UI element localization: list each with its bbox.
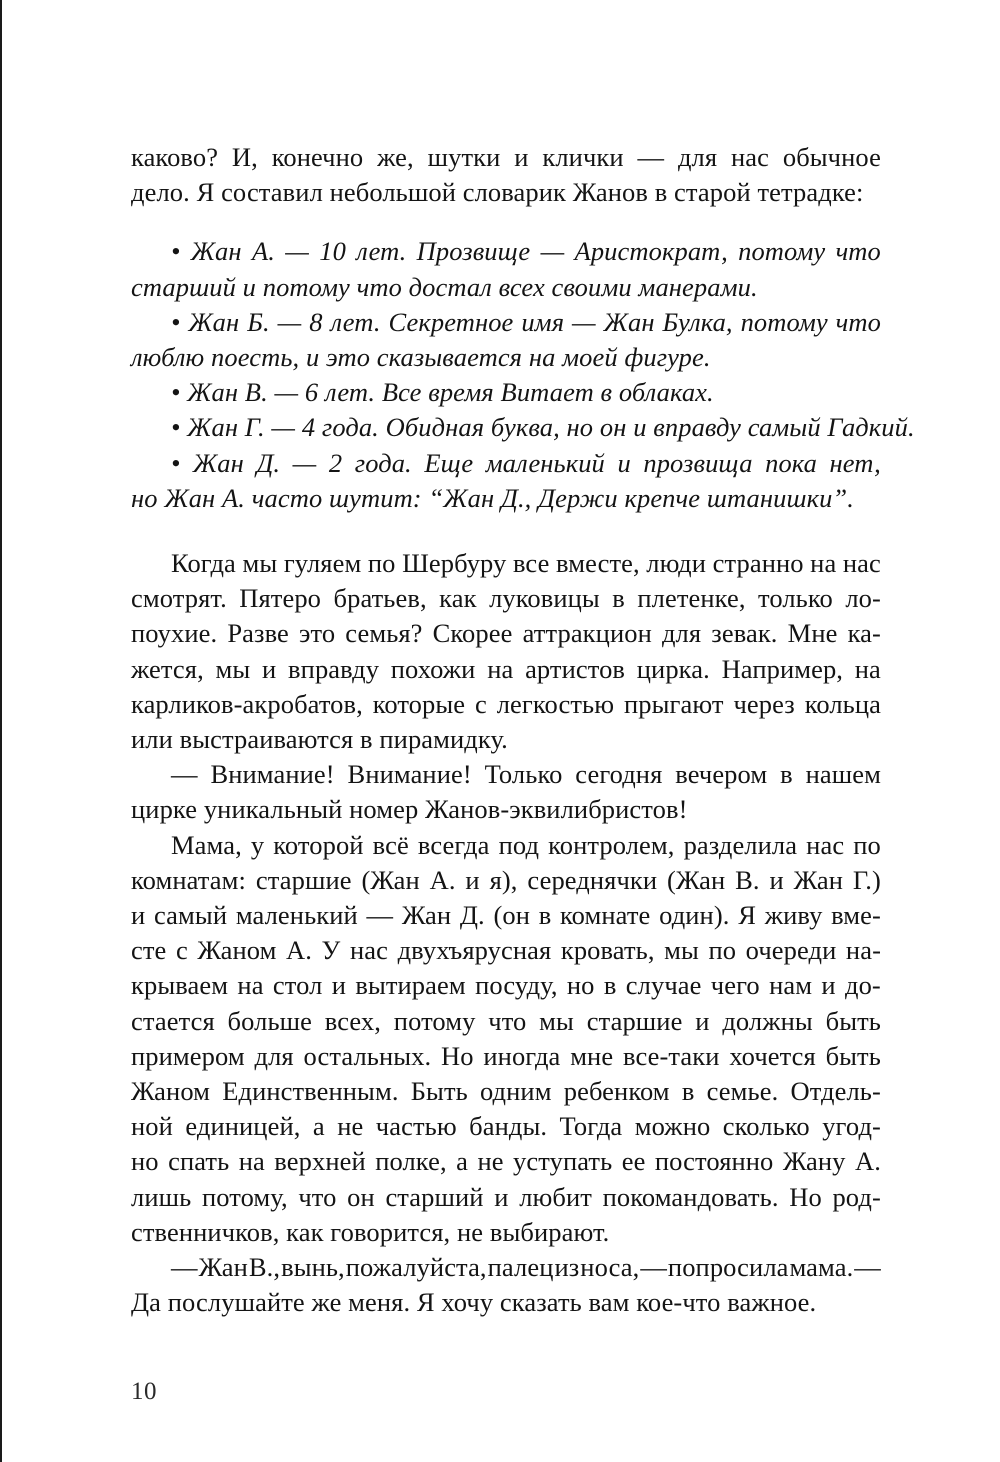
word: из: [554, 1252, 580, 1283]
word: и: [695, 1005, 710, 1036]
word: Жан: [793, 864, 843, 895]
word: и: [131, 900, 146, 931]
word: конечно: [271, 142, 364, 172]
word: мы: [215, 653, 251, 684]
word: 10: [319, 236, 346, 267]
word: и: [494, 1181, 509, 1212]
word: нам: [769, 970, 813, 1001]
word: Внимание!: [347, 759, 472, 790]
word: Шербуру: [402, 548, 507, 579]
word: клички: [542, 142, 624, 172]
word: всегда: [417, 829, 490, 860]
word: с: [475, 688, 487, 719]
word: ло-: [845, 583, 881, 614]
word: нас: [842, 548, 881, 579]
word: под: [498, 829, 540, 860]
text-line: [131, 1004, 881, 1039]
word: в: [780, 759, 793, 790]
word: в: [538, 900, 552, 931]
word: покомандовать.: [602, 1181, 779, 1212]
word: но: [566, 970, 595, 1001]
word: Например,: [721, 653, 844, 684]
text-line: [131, 687, 881, 722]
word: лет.: [356, 236, 407, 267]
list-item: [131, 234, 881, 304]
word: что: [488, 1005, 527, 1036]
word: по: [708, 935, 737, 966]
word: очереди: [745, 935, 837, 966]
word: что: [835, 236, 881, 267]
text-line: • Жан В. — 6 лет. Все время Витает в облаках.: [171, 377, 714, 408]
text-line: Да послушайте же меня. Я хочу сказать вам кое-что важное.: [131, 1287, 817, 1318]
word: у: [250, 829, 265, 860]
word: плетенке,: [637, 583, 746, 614]
word: нас: [349, 935, 388, 966]
word: угод-: [822, 1111, 881, 1142]
word: Д.: [459, 900, 485, 931]
word: (Жан: [667, 864, 726, 895]
word: хочется: [729, 1040, 816, 1071]
word: старший: [385, 1181, 484, 1212]
word: единицей,: [185, 1111, 301, 1142]
bullet-list: [131, 234, 915, 516]
word: Секретное: [388, 306, 514, 337]
word: же,: [377, 142, 414, 172]
word: —: [572, 306, 596, 337]
word: частью: [375, 1111, 457, 1142]
word: •: [171, 306, 181, 337]
word: по: [367, 548, 396, 579]
text-line: [131, 140, 881, 175]
paragraph-opening: [131, 140, 881, 210]
word: прозвища: [643, 447, 753, 478]
word: жется,: [131, 653, 204, 684]
word: Аристократ,: [574, 236, 728, 267]
word: потому: [393, 1005, 476, 1036]
word: случае: [625, 970, 702, 1001]
word: и: [514, 142, 529, 172]
word: на: [237, 970, 264, 1001]
text-line: [131, 968, 881, 1003]
word: луковицы: [489, 583, 600, 614]
word: (он: [493, 900, 531, 931]
word: 2: [328, 447, 343, 478]
word: А.: [429, 864, 456, 895]
word: на: [238, 1146, 265, 1177]
word: всё: [372, 829, 409, 860]
word: один).: [659, 900, 730, 931]
word: сте: [131, 935, 167, 966]
word: А.: [854, 1146, 881, 1177]
word: посуду,: [475, 970, 558, 1001]
word: А.: [251, 236, 275, 267]
word: похожи: [390, 653, 476, 684]
word: потому: [738, 236, 826, 267]
word: больше: [227, 1005, 312, 1036]
text-line: • Жан Г. — 4 года. Обидная буква, но он и вправду самый Гадкий.: [171, 412, 915, 443]
word: как: [439, 583, 477, 614]
word: Мне: [787, 618, 838, 649]
word: в: [681, 1076, 695, 1107]
word: —: [366, 900, 394, 931]
word: на: [810, 548, 837, 579]
text-line: [131, 616, 881, 651]
word: постоянно: [654, 1146, 774, 1177]
word: У: [321, 935, 341, 966]
word: Пятеро: [239, 583, 322, 614]
word: ребенком: [563, 1076, 670, 1107]
word: В.,: [248, 1252, 281, 1283]
word: что: [298, 1181, 337, 1212]
text-line: [131, 863, 881, 898]
word: крываем: [131, 970, 229, 1001]
word: на-: [845, 935, 881, 966]
word: на: [854, 653, 881, 684]
word: нас: [806, 829, 845, 860]
paragraph-cherbourg: [131, 546, 881, 757]
word: нет,: [829, 447, 881, 478]
word: ее: [621, 1146, 646, 1177]
text-line: [131, 652, 881, 687]
word: В.: [735, 864, 760, 895]
text-line: [131, 1144, 881, 1179]
word: а: [456, 1146, 469, 1177]
word: карликов-акробатов,: [131, 688, 363, 719]
text-line: [131, 305, 881, 340]
word: —: [637, 142, 665, 172]
word: ной: [131, 1111, 173, 1142]
word: братьев,: [333, 583, 427, 614]
text-line: [131, 1039, 881, 1074]
word: Жан: [190, 236, 242, 267]
word: и: [331, 970, 347, 1001]
word: и: [769, 864, 784, 895]
word: Внимание!: [210, 759, 335, 790]
word: пока: [765, 447, 817, 478]
word: Еще: [424, 447, 474, 478]
word: Жаном: [197, 935, 277, 966]
word: стол: [272, 970, 323, 1001]
word: Жаном: [131, 1076, 211, 1107]
word: но: [131, 1146, 159, 1177]
list-item: [131, 446, 881, 516]
word: Б.: [247, 306, 270, 337]
word: аттракцион: [522, 618, 652, 649]
word: Отдель-: [790, 1076, 881, 1107]
word: Но: [441, 1040, 474, 1071]
word: вытираем: [355, 970, 466, 1001]
text-line: [131, 1074, 881, 1109]
text-line: [131, 1250, 881, 1285]
word: Жан: [188, 306, 240, 337]
word: Жан: [603, 306, 655, 337]
word: потому,: [201, 1181, 288, 1212]
text-line: дело. Я составил небольшой словарик Жанов в старой тетрадке:: [131, 177, 864, 208]
text-line: [131, 446, 881, 481]
word: Г.): [852, 864, 881, 895]
word: —: [171, 1252, 198, 1283]
word: Жан: [198, 1252, 248, 1283]
word: имя: [521, 306, 565, 337]
word: года.: [354, 447, 412, 478]
word: контролем,: [548, 829, 675, 860]
word: вечером: [675, 759, 768, 790]
word: кольца: [804, 688, 881, 719]
list-item: [131, 410, 915, 445]
word: стается: [131, 1005, 215, 1036]
word: разделила: [683, 829, 798, 860]
word: Скорее: [432, 618, 513, 649]
word: Тогда: [559, 1111, 623, 1142]
word: вме-: [831, 900, 881, 931]
word: мы: [242, 548, 278, 579]
word: сколько: [722, 1111, 810, 1142]
word: Прозвище: [416, 236, 531, 267]
word: —: [171, 759, 198, 790]
word: не: [337, 1111, 364, 1142]
word: смотрят.: [131, 583, 227, 614]
word: лишь: [131, 1181, 192, 1212]
word: что: [835, 306, 881, 337]
text-line: [131, 898, 881, 933]
word: —: [640, 1252, 667, 1283]
word: самый: [154, 900, 228, 931]
word: и: [821, 970, 836, 1001]
paragraph-announcement: [131, 757, 881, 827]
word: а: [312, 1111, 325, 1142]
word: старшие: [586, 1005, 683, 1036]
word: быть: [825, 1005, 881, 1036]
text-line: [131, 581, 881, 616]
word: Но: [789, 1181, 822, 1212]
spacer: [131, 516, 881, 546]
word: Жану: [782, 1146, 846, 1177]
word: маленький: [485, 447, 605, 478]
word: всех,: [324, 1005, 382, 1036]
word: двухъярусная: [397, 935, 552, 966]
word: комнате: [560, 900, 651, 931]
text-line: цирке уникальный номер Жанов-эквилибристов!: [131, 794, 688, 825]
word: обычное: [782, 142, 881, 172]
word: живу: [764, 900, 823, 931]
text-line: [131, 757, 881, 792]
word: шутки: [427, 142, 501, 172]
word: для: [254, 1040, 294, 1071]
word: иногда: [483, 1040, 561, 1071]
word: мы: [539, 1005, 574, 1036]
word: вынь,: [281, 1252, 345, 1283]
word: все-таки: [622, 1040, 720, 1071]
paragraph-dialogue: [131, 1250, 881, 1320]
text-line: или выстраиваются в пирамидку.: [131, 724, 508, 755]
word: —: [540, 236, 565, 267]
word: до-: [845, 970, 881, 1001]
word: для: [661, 618, 702, 649]
word: чего: [710, 970, 760, 1001]
word: должны: [722, 1005, 813, 1036]
word: странно: [712, 548, 804, 579]
word: Мама,: [171, 829, 242, 860]
word: —: [285, 236, 309, 267]
word: Разве: [227, 618, 289, 649]
word: примером: [131, 1040, 245, 1071]
word: попросила: [667, 1252, 789, 1283]
word: —: [277, 306, 302, 337]
word: комнатам:: [131, 864, 247, 895]
word: через: [733, 688, 795, 719]
word: мама.: [789, 1252, 854, 1283]
word: —: [292, 447, 317, 478]
list-item: [131, 375, 881, 410]
word: артистов: [525, 653, 626, 684]
word: любит: [519, 1181, 592, 1212]
word: с: [175, 935, 188, 966]
word: Булка,: [662, 306, 733, 337]
word: я),: [489, 864, 518, 895]
word: по: [853, 829, 881, 860]
text-line: [131, 933, 881, 968]
word: которые: [372, 688, 466, 719]
word: потому: [740, 306, 828, 337]
list-item: [131, 305, 881, 375]
spacer: [131, 210, 881, 234]
word: это: [299, 618, 336, 649]
text-line: [131, 1109, 881, 1144]
word: Д.: [256, 447, 281, 478]
word: зевак.: [711, 618, 778, 649]
text-line: [131, 828, 881, 863]
text-line: ственничков, как говорится, не выбирают.: [131, 1216, 610, 1247]
word: спать: [168, 1146, 230, 1177]
word: нас: [730, 142, 769, 172]
word: верхней: [274, 1146, 366, 1177]
word: пожалуйста,: [345, 1252, 487, 1283]
word: Только: [484, 759, 563, 790]
word: А.: [286, 935, 312, 966]
word: Быть: [410, 1076, 468, 1107]
word: лет.: [330, 306, 381, 337]
word: Единственным.: [222, 1076, 399, 1107]
text-line: [131, 234, 881, 269]
word: и: [617, 447, 631, 478]
text-line: [131, 1180, 881, 1215]
word: род-: [832, 1181, 881, 1212]
word: (Жан: [361, 864, 420, 895]
text-line: но Жан А. часто шутит: “Жан Д., Держи крепче штанишки”.: [131, 482, 854, 513]
word: мы: [664, 935, 699, 966]
word: не: [477, 1146, 504, 1177]
word: поухие.: [131, 618, 218, 649]
word: •: [171, 236, 181, 267]
text-column: [131, 140, 915, 1321]
word: Жан: [401, 900, 452, 931]
word: сегодня: [575, 759, 663, 790]
word: быть: [825, 1040, 881, 1071]
word: Когда: [171, 548, 236, 579]
word: и: [465, 864, 480, 895]
word: ка-: [847, 618, 881, 649]
word: можно: [634, 1111, 711, 1142]
word: И,: [231, 142, 258, 172]
word: 8: [309, 306, 323, 337]
word: носа,: [580, 1252, 640, 1283]
word: только: [758, 583, 833, 614]
word: остальных.: [303, 1040, 432, 1071]
word: —: [854, 1252, 881, 1283]
text-line: старший и потому что достал всех своими манерами.: [131, 271, 758, 302]
word: все: [512, 548, 550, 579]
word: семья?: [345, 618, 423, 649]
word: банды.: [469, 1111, 548, 1142]
word: Жан: [192, 447, 244, 478]
scan-edge-left: [0, 0, 2, 1462]
word: которой: [273, 829, 364, 860]
word: в: [612, 583, 625, 614]
word: и: [262, 653, 277, 684]
word: каково?: [131, 142, 219, 172]
word: маленький: [235, 900, 358, 931]
text-line: люблю поесть, и это сказывается на моей фигуре.: [131, 342, 711, 373]
word: мне: [570, 1040, 614, 1071]
word: гуляем: [283, 548, 362, 579]
word: для: [677, 142, 718, 172]
word: легкостью: [496, 688, 615, 719]
word: прыгают: [623, 688, 724, 719]
word: вправду: [288, 653, 380, 684]
word: люди: [646, 548, 707, 579]
word: одним: [479, 1076, 552, 1107]
word: на: [487, 653, 514, 684]
word: палец: [487, 1252, 554, 1283]
word: он: [347, 1181, 375, 1212]
word: цирка.: [636, 653, 710, 684]
word: Я: [738, 900, 756, 931]
word: уступать: [513, 1146, 613, 1177]
word: семье.: [706, 1076, 779, 1107]
word: кровать,: [560, 935, 655, 966]
paragraph-mama: [131, 828, 881, 1250]
text-line: [131, 546, 881, 581]
word: середнячки: [527, 864, 658, 895]
word: нашем: [805, 759, 881, 790]
page-number: 10: [131, 1378, 157, 1405]
word: старшие: [255, 864, 352, 895]
word: •: [171, 447, 181, 478]
word: в: [603, 970, 617, 1001]
word: полке,: [375, 1146, 447, 1177]
word: вместе,: [556, 548, 640, 579]
